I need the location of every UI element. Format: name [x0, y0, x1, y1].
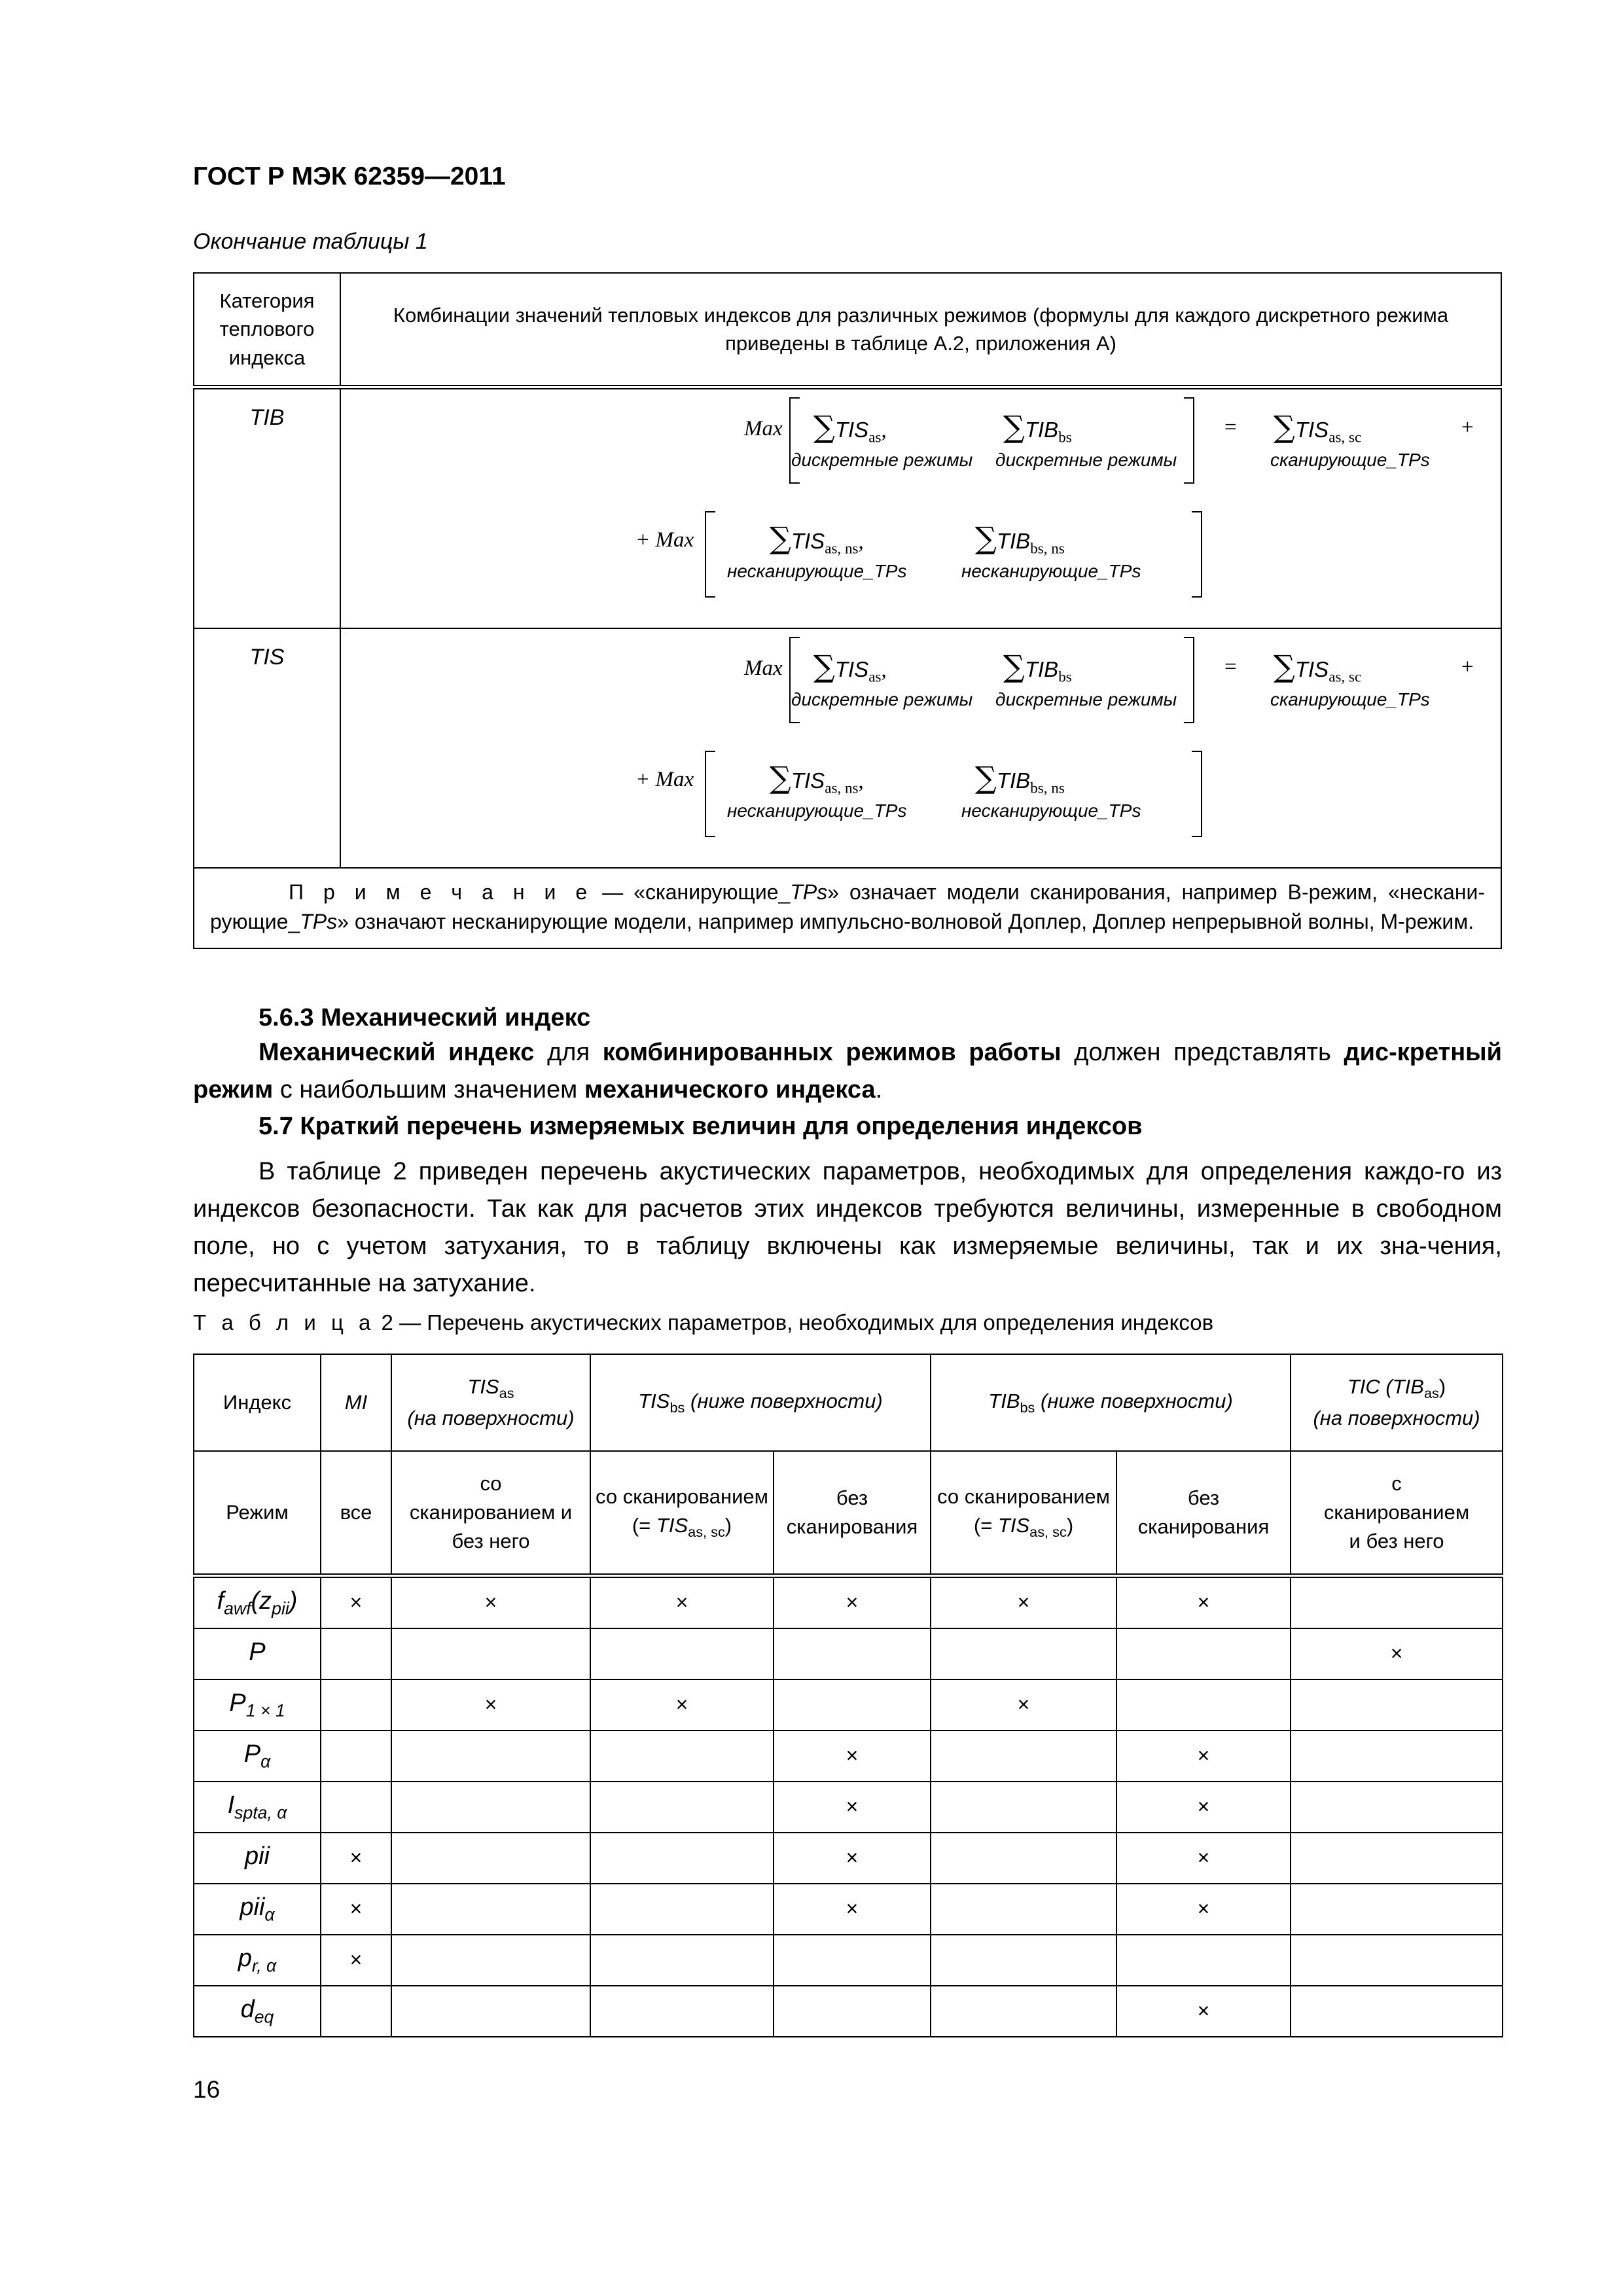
table-row: [194, 1782, 1503, 1833]
sigma-icon: ∑: [975, 520, 997, 556]
mark-cell: ×: [774, 1782, 931, 1833]
header-tisas: [391, 1354, 590, 1451]
text: .: [875, 1076, 883, 1103]
symbol: TIS: [791, 529, 825, 553]
parameter-cell: [194, 1935, 321, 1986]
equals-sign: =: [1224, 416, 1237, 439]
sigma-icon: ∑: [1003, 409, 1025, 444]
parameter-cell: [194, 1833, 321, 1884]
eq: ): [1066, 1514, 1074, 1537]
equals-sign: =: [1224, 655, 1237, 679]
symbol: TIS: [1294, 657, 1329, 681]
table1-row-tib: [194, 387, 1501, 629]
max-label: Max: [744, 417, 783, 440]
table-row: [194, 1731, 1503, 1782]
mark-cell: [1291, 1679, 1503, 1731]
table1-caption: Окончание таблицы 1: [193, 229, 428, 254]
sym: TIS: [638, 1390, 670, 1412]
sum-term: [813, 409, 887, 446]
mark-cell: ×: [774, 1833, 931, 1884]
sum-label: сканирующие_TPs: [1270, 689, 1430, 709]
mark-cell: ×: [1116, 1576, 1291, 1629]
note-text: » означает модели сканирования, например В-режим, «нескани-рующие_: [210, 880, 1486, 934]
mode-scan: [590, 1451, 774, 1576]
parameter-cell: [194, 1884, 321, 1935]
mark-cell: ×: [1116, 1782, 1291, 1833]
table-row: [194, 1986, 1503, 2037]
comma: ,: [881, 658, 887, 682]
parameter-cell: [194, 1782, 321, 1833]
mark-cell: [391, 1731, 590, 1782]
sym-sub: bs: [669, 1399, 685, 1416]
table2: [193, 1354, 1503, 2037]
plus-sign: +: [1461, 416, 1474, 439]
note: (на поверхности): [407, 1406, 575, 1429]
sigma-icon: ∑: [813, 409, 835, 444]
section-heading: 5.7 Краткий перечень измеряемых величин для определения индексов: [259, 1113, 1143, 1140]
mark-cell: ×: [321, 1884, 391, 1935]
mark-cell: ×: [590, 1679, 774, 1731]
param-symbol: P: [249, 1638, 266, 1666]
symbol-sub: bs, ns: [1030, 539, 1065, 557]
mark-cell: [1291, 1884, 1503, 1935]
sigma-icon: ∑: [770, 520, 791, 556]
sym: TIB: [988, 1390, 1020, 1412]
note: (на поверхности): [1313, 1406, 1480, 1429]
sum-label: дискретные режимы: [791, 450, 973, 470]
mark-cell: [1291, 1935, 1503, 1986]
mode-noscan: без сканирования: [1116, 1451, 1291, 1576]
table-row: [194, 1833, 1503, 1884]
symbol: TIB: [1024, 418, 1059, 442]
sym-sub: as: [1423, 1385, 1439, 1402]
table1-note: [194, 868, 1501, 948]
mark-cell: [1116, 1935, 1291, 1986]
sum-label: дискретные режимы: [995, 450, 1177, 470]
table2-caption: [193, 1310, 1213, 1335]
mark-cell: ×: [931, 1679, 1116, 1731]
symbol-sub: bs: [1058, 428, 1072, 446]
text: для: [534, 1039, 603, 1066]
symbol-sub: as, sc: [1329, 428, 1362, 446]
sum-label: несканирующие_TPs: [727, 561, 907, 581]
sigma-icon: ∑: [1274, 409, 1295, 444]
sum-label: дискретные режимы: [791, 689, 973, 709]
mark-cell: ×: [1116, 1731, 1291, 1782]
table-row: [194, 1576, 1503, 1629]
header-index: Индекс: [194, 1354, 321, 1451]
param-symbol: I: [227, 1791, 235, 1820]
plus-sign: +: [1461, 655, 1474, 679]
mode-tic: с сканированием и без него: [1291, 1451, 1503, 1576]
mark-cell: [321, 1628, 391, 1679]
mark-cell: [931, 1731, 1116, 1782]
note-text: — «сканирующие_: [592, 880, 791, 904]
mark-cell: [931, 1935, 1116, 1986]
mark-cell: [931, 1986, 1116, 2037]
symbol: TIS: [834, 657, 869, 681]
mark-cell: ×: [931, 1576, 1116, 1629]
param-sub: 1 × 1: [245, 1700, 285, 1721]
mark-cell: [1291, 1833, 1503, 1884]
bracket-left: [789, 397, 800, 484]
eq: (=: [973, 1514, 998, 1537]
formula-cell: [340, 628, 1501, 868]
param-sub: eq: [254, 2007, 274, 2027]
mark-cell: [931, 1782, 1116, 1833]
table-row: [194, 1679, 1503, 1731]
mark-cell: [931, 1884, 1116, 1935]
mark-cell: ×: [774, 1731, 931, 1782]
symbol: TIS: [791, 768, 825, 793]
mark-cell: [774, 1679, 931, 1731]
sigma-icon: ∑: [770, 760, 791, 795]
param-sub: α: [264, 1905, 275, 1925]
mark-cell: [391, 1884, 590, 1935]
sigma-icon: ∑: [813, 649, 835, 684]
sum-label: несканирующие_TPs: [961, 800, 1141, 821]
note: (ниже поверхности): [690, 1390, 883, 1412]
note-tps: TPs: [300, 910, 338, 934]
param-symbol: P: [243, 1740, 261, 1768]
mark-cell: ×: [1116, 1833, 1291, 1884]
eq: (=: [632, 1514, 656, 1537]
section-heading: 5.6.3 Механический индекс: [259, 1004, 591, 1031]
sum-term: [1274, 649, 1361, 686]
parameter-cell: [194, 1576, 321, 1629]
mark-cell: [931, 1628, 1116, 1679]
bold-term: комбинированных режимов работы: [602, 1039, 1061, 1066]
mark-cell: [590, 1833, 774, 1884]
mark-cell: ×: [391, 1576, 590, 1629]
text: должен представлять: [1061, 1039, 1344, 1066]
formula-cell: [340, 387, 1501, 629]
sum-label: несканирующие_TPs: [961, 561, 1141, 581]
mi-label: MI: [344, 1390, 368, 1414]
mark-cell: ×: [1116, 1986, 1291, 2037]
param-sub: r, α: [251, 1956, 277, 1976]
sum-term: [813, 649, 887, 686]
bracket-left: [705, 511, 715, 598]
mark-cell: ×: [1291, 1628, 1503, 1679]
symbol-sub: as, ns: [825, 779, 859, 797]
param-symbol: pii: [240, 1893, 265, 1922]
sum-term: [975, 760, 1065, 797]
param-symbol: d: [240, 1996, 255, 2024]
mark-cell: [321, 1986, 391, 2037]
parameter-cell: [194, 1731, 321, 1782]
max-label: Max: [744, 656, 783, 680]
symbol: TIB: [996, 768, 1031, 793]
mark-cell: ×: [590, 1576, 774, 1629]
table1-col2-header: Комбинации значений тепловых индексов для различных режимов (формулы для каждого дискретного режима приведены в таблице А.2, приложения А): [340, 273, 1501, 387]
mark-cell: ×: [321, 1833, 391, 1884]
parameter-cell: [194, 1986, 321, 2037]
mark-cell: [391, 1782, 590, 1833]
mode-all: все: [321, 1451, 391, 1576]
param-ext-sub: pii: [272, 1598, 289, 1619]
mark-cell: [590, 1782, 774, 1833]
bold-term: механического индекса: [584, 1076, 876, 1103]
mark-cell: [590, 1731, 774, 1782]
mark-cell: ×: [391, 1679, 590, 1731]
mark-cell: [1116, 1628, 1291, 1679]
table-row: [194, 1935, 1503, 1986]
mark-cell: [590, 1935, 774, 1986]
mark-cell: [1291, 1782, 1503, 1833]
header-tic: [1291, 1354, 1503, 1451]
sum-term: [975, 520, 1065, 558]
text: со сканированием: [937, 1484, 1110, 1508]
mark-cell: [590, 1884, 774, 1935]
caption-text: 2 — Перечень акустических параметров, необходимых для определения индексов: [375, 1310, 1214, 1335]
caption-label: Т а б л и ц а: [193, 1310, 376, 1335]
comma: ,: [858, 530, 864, 554]
param-sub: spta, α: [234, 1803, 287, 1823]
param-symbol: P: [229, 1689, 246, 1717]
sym: TIS: [656, 1514, 688, 1537]
sigma-icon: ∑: [975, 760, 997, 795]
bold-term: дис-кретный режим: [193, 1039, 1502, 1103]
sym-sub: as, sc: [688, 1524, 725, 1541]
header-tisbs: [590, 1354, 931, 1451]
param-symbol: f: [217, 1587, 224, 1615]
mark-cell: ×: [321, 1576, 391, 1629]
header-tibbs: [931, 1354, 1291, 1451]
param-sub: awf: [224, 1598, 251, 1619]
bracket-right: [1192, 751, 1202, 837]
symbol-sub: bs: [1058, 668, 1072, 685]
comma: ,: [881, 419, 887, 442]
mark-cell: [1291, 1986, 1503, 2037]
sum-term: [1274, 409, 1361, 446]
mode-label: Режим: [194, 1451, 321, 1576]
sym: TIS: [997, 1514, 1030, 1537]
sym: TIC (: [1347, 1374, 1393, 1398]
symbol-sub: as, sc: [1329, 668, 1362, 685]
mark-cell: [774, 1935, 931, 1986]
param-symbol: pii: [244, 1842, 270, 1871]
symbol: TIS: [1294, 418, 1329, 442]
symbol-sub: bs, ns: [1030, 779, 1065, 797]
bracket-right: [1184, 637, 1194, 723]
mark-cell: [391, 1833, 590, 1884]
eq: ): [724, 1514, 732, 1537]
mark-cell: [321, 1731, 391, 1782]
section-57-text: В таблице 2 приведен перечень акустических параметров, необходимых для определения каждо-го из индексов безопасности. Так как для расчетов этих индексов требуются величины, измеренные в свободном поле, но с учетом затухания, то в таблицу включены как измеряемые величины, так и их зна-чения, пересчитанные на затухание.: [193, 1158, 1502, 1297]
note-text: » означают несканирующие модели, например импульсно-волновой Доплер, Доплер непрерывной волны, М-режим.: [337, 910, 1474, 934]
table-row: [194, 1884, 1503, 1935]
mark-cell: [321, 1679, 391, 1731]
mark-cell: [391, 1986, 590, 2037]
mark-cell: ×: [1116, 1884, 1291, 1935]
row-label: TIS: [194, 628, 340, 868]
table1-col1-header: Категория теплового индекса: [194, 273, 340, 387]
mark-cell: [1291, 1731, 1503, 1782]
mark-cell: [1116, 1679, 1291, 1731]
note-label: П р и м е ч а н и е: [289, 880, 592, 904]
mark-cell: ×: [774, 1576, 931, 1629]
mark-cell: [590, 1628, 774, 1679]
max-label: + Max: [635, 528, 694, 552]
note-tps: TPs: [790, 880, 828, 904]
mark-cell: [1291, 1576, 1503, 1629]
sym-sub: as, sc: [1029, 1524, 1067, 1541]
mark-cell: [391, 1628, 590, 1679]
symbol: TIB: [1024, 657, 1059, 681]
mark-cell: [321, 1782, 391, 1833]
mark-cell: ×: [321, 1935, 391, 1986]
mark-cell: ×: [774, 1884, 931, 1935]
mode-scan-both: со сканированием и без него: [391, 1451, 590, 1576]
symbol: TIS: [834, 418, 869, 442]
sym: TIS: [467, 1374, 499, 1398]
param-ext: ): [289, 1587, 298, 1615]
sum-label: сканирующие_TPs: [1270, 450, 1430, 470]
header-mi: [321, 1354, 391, 1451]
bracket-left: [789, 637, 800, 723]
symbol-sub: as: [868, 428, 882, 446]
bold-term: Механический индекс: [259, 1039, 535, 1066]
param-sub: α: [260, 1751, 271, 1772]
table-row: [194, 1628, 1503, 1679]
bracket-right: [1192, 511, 1202, 598]
sum-term: [770, 760, 864, 797]
mark-cell: [391, 1935, 590, 1986]
param-ext: (z: [251, 1587, 272, 1615]
symbol-sub: as: [868, 668, 882, 685]
parameter-cell: [194, 1679, 321, 1731]
bracket-right: [1184, 397, 1194, 484]
sum-term: [1003, 409, 1072, 446]
param-symbol: p: [238, 1945, 252, 1973]
mark-cell: [590, 1986, 774, 2037]
max-label: + Max: [635, 768, 694, 791]
sym: TIB: [1392, 1374, 1424, 1398]
bracket-left: [705, 751, 715, 837]
text: со сканированием: [596, 1484, 768, 1508]
row-label: TIB: [194, 387, 340, 629]
sum-label: дискретные режимы: [995, 689, 1177, 709]
text: с наибольшим значением: [273, 1076, 584, 1103]
sym-sub: as: [499, 1385, 514, 1402]
sym-sub: bs: [1020, 1399, 1035, 1416]
page-number: 16: [193, 2076, 221, 2103]
sigma-icon: ∑: [1274, 649, 1295, 684]
mode-noscan: без сканирования: [774, 1451, 931, 1576]
document-header: ГОСТ Р МЭК 62359—2011: [193, 162, 506, 190]
section-563-text: [193, 1034, 1502, 1109]
sum-term: [1003, 649, 1072, 686]
sum-term: [770, 520, 864, 558]
parameter-cell: [194, 1628, 321, 1679]
symbol: TIB: [996, 529, 1031, 553]
paren: ): [1438, 1374, 1446, 1398]
note: (ниже поверхности): [1041, 1390, 1233, 1412]
mark-cell: [774, 1986, 931, 2037]
symbol-sub: as, ns: [825, 539, 859, 557]
table1-row-tis: [194, 628, 1501, 868]
sigma-icon: ∑: [1003, 649, 1025, 684]
comma: ,: [858, 770, 864, 793]
mark-cell: [931, 1833, 1116, 1884]
mark-cell: [774, 1628, 931, 1679]
sum-label: несканирующие_TPs: [727, 800, 907, 821]
table1: [193, 272, 1502, 949]
mode-scan: [931, 1451, 1116, 1576]
